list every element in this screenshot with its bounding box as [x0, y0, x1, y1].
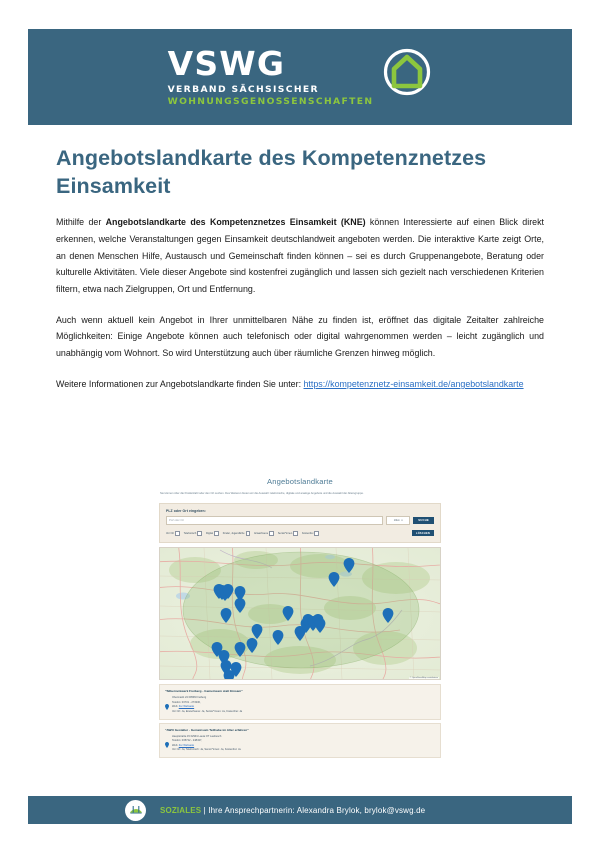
filter-label: Digital [206, 531, 213, 535]
result-body [165, 735, 435, 754]
filter-digital[interactable] [206, 531, 219, 536]
embed-page-heading: Angebotslandkarte [267, 477, 333, 486]
search-submit-button[interactable]: SUCHE [413, 517, 434, 525]
embed-search-row [166, 516, 434, 526]
bridge-in-circle-icon [125, 800, 146, 821]
result-details [172, 735, 241, 754]
filter-kinder-jugendliche[interactable] [223, 531, 251, 536]
filter-label: Kostenfrei [302, 531, 314, 535]
checkbox-icon[interactable] [214, 531, 219, 536]
vswg-logo [167, 44, 433, 108]
paragraph-digital: Auch wenn aktuell kein Angebot in Ihrer unmittelbaren Nähe zu finden ist, eröffnet das digitale Zeitalter zahlreiche Möglichkeiten: Einige Angebote können auch telefonisch oder digital wahrgenommen werden – leicht zugänglich und unabhängig vom Wohnort. So wird Unterstützung auch über räumliche Grenzen hinweg möglich. [56, 314, 544, 359]
filter-telefonisch[interactable] [184, 531, 202, 536]
result-details [172, 696, 242, 715]
filter-label: Telefonisch [183, 531, 197, 535]
filter-erwachsene[interactable] [254, 531, 274, 536]
footer-department: SOZIALES [160, 805, 202, 815]
embed-search-panel [159, 503, 441, 544]
result-title: "AWO Gestalter - Gemeinsam Teilhabe im Alter erfahren" [165, 727, 249, 732]
page-title: Angebotslandkarte des Kompetenznetzes Einsamkeit [56, 146, 487, 198]
filter-kostenfrei[interactable] [302, 531, 319, 536]
embed-filter-row [166, 530, 434, 536]
embed-search-label: PLZ oder Ort eingeben: [166, 508, 206, 513]
footer-contact [160, 806, 425, 815]
paragraph1-rest: können Interessierte auf einen Blick direkt erkennen, welche Veranstaltungen gegen Einsamkeit deutschlandweit angeboten werden. Die interaktive Karte zeigt Orte, an denen Menschen Hilfe, Austausch und Gemeinschaft finden können – sei es durch Gruppenangebote, Beratung oder kulturelle Aktivitäten. Viele dieser Angebote sind kostenfrei zugänglich und lassen sich gezielt nach verschiedenen Kriterien filtern, etwa nach Zielgruppen, Ort und Entfernung. [56, 217, 545, 294]
result-address: Hauptstraße 15 02991 Lauta OT Laubusch [172, 734, 222, 738]
logo-subtitle-line2: WOHNUNGSGENOSSENSCHAFTEN [167, 95, 374, 107]
result-address: Obermarkt 24 09599 Freiberg [172, 696, 207, 700]
map-pin-icon [165, 696, 169, 715]
result-title: "Silbernetzwerk Freiberg - Gemeinsam statt Einsam" [165, 689, 243, 694]
result-tags: Vor Ort: Ja, Erwachsene: Ja, Senior*innen: Ja, Kostenfrei: Ja [172, 709, 243, 713]
result-web-link[interactable]: Zur Webseite [178, 743, 195, 747]
filter-seniorinnen[interactable] [278, 531, 298, 536]
paragraph-intro [56, 214, 544, 298]
logo-subtitle-line1: VERBAND SÄCHSISCHER [167, 83, 319, 95]
result-web-link[interactable]: Zur Webseite [178, 705, 195, 709]
paragraph1-emphasis: Angebotslandkarte des Kompetenznetzes Einsamkeit (KNE) [105, 217, 366, 228]
result-web-label: Web: [172, 705, 179, 709]
filter-label: Kinder, Jugendliche [222, 531, 245, 535]
filter-vor-ort[interactable] [166, 531, 180, 536]
checkbox-icon[interactable] [293, 531, 298, 536]
list-item[interactable] [159, 684, 441, 720]
checkbox-icon[interactable] [246, 531, 251, 536]
paragraph-link [56, 376, 544, 393]
checkbox-icon[interactable] [175, 531, 180, 536]
reset-filters-button[interactable]: LÖSCHEN [412, 530, 434, 536]
filter-label: Erwachsene [254, 531, 269, 535]
angebotslandkarte-link[interactable]: https://kompetenznetz-einsamkeit.de/angebotslandkarte [303, 378, 524, 389]
result-tags: Vor Ort: Ja, Telefonisch: Ja, Senior*innen: Ja, Kostenfrei: Ja [172, 748, 241, 752]
filter-label: Vor Ort [166, 531, 174, 535]
checkbox-icon[interactable] [269, 531, 274, 536]
footer-separator: | [201, 805, 209, 815]
list-item[interactable] [159, 723, 441, 759]
chevron-down-icon: ▾ [401, 518, 403, 522]
paragraph1-lead: Mithilfe der [56, 217, 106, 228]
result-phone: Telefon: 03731 - 273330, [172, 700, 201, 704]
logo-wordmark: VSWG [167, 44, 286, 84]
link-lead-text: Weitere Informationen zur Angebotslandkarte finden Sie unter: [56, 378, 304, 389]
result-body [165, 696, 435, 715]
footer-band [28, 796, 572, 824]
map-canvas[interactable] [159, 547, 441, 680]
checkbox-icon[interactable] [197, 531, 202, 536]
header-band [28, 29, 572, 125]
embedded-screenshot [151, 470, 449, 783]
result-phone: Telefon: 035722 - 248437, [172, 739, 203, 743]
map-attribution: © OpenStreetMap contributors [409, 676, 438, 679]
checkbox-icon[interactable] [314, 531, 319, 536]
footer-contact-text: Ihre Ansprechpartnerin: Alexandra Brylok, brylok@vswg.de [208, 805, 426, 815]
radius-select-value: 10km [393, 518, 400, 522]
radius-select[interactable] [386, 516, 410, 526]
house-in-circle-icon [382, 47, 432, 97]
map-pin-icon [165, 735, 169, 754]
logo-wordmark-group [167, 44, 374, 107]
results-list [159, 684, 441, 758]
search-input[interactable]: PLZ oder Ort [166, 516, 383, 526]
embed-intro-text: Sie können über die Postleitzahl oder den Ort suchen. Des Weiteren bieten wir die Auswahl: telefonische, digitale und analoge Angebote und die Auswahl der Altersgruppe. [160, 492, 364, 495]
main-content [56, 145, 544, 393]
filter-label: Senior*innen [277, 531, 293, 535]
result-web-label: Web: [172, 743, 179, 747]
